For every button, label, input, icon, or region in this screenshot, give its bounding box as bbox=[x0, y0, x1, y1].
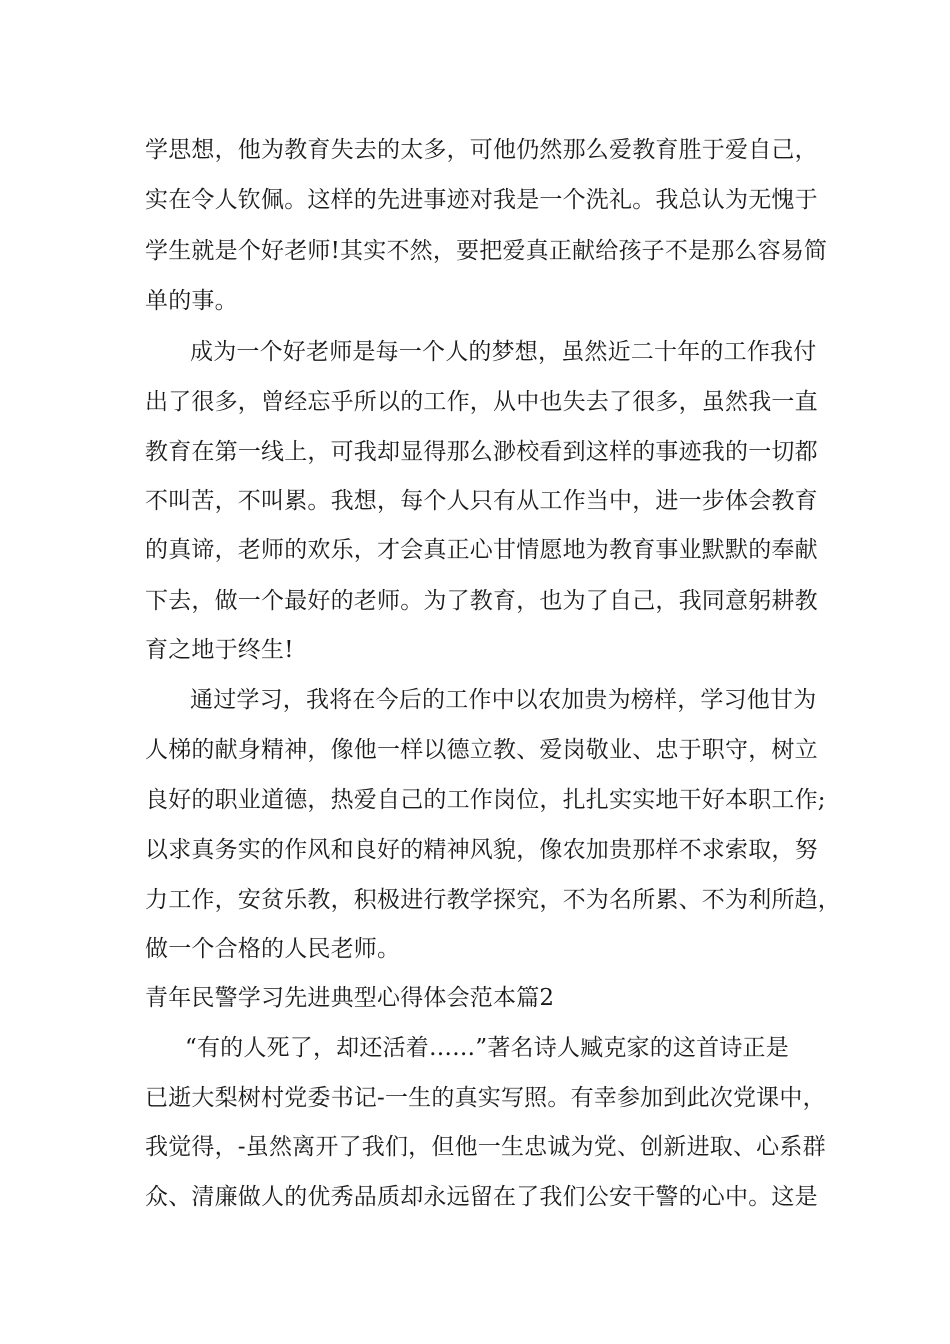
text-line: 育之地于终生! bbox=[145, 637, 294, 663]
text-line: 下去，做一个最好的老师。为了教育，也为了自己，我同意躬耕教 bbox=[145, 588, 818, 614]
section-heading: 青年民警学习先进典型心得体会范本篇2 bbox=[145, 985, 555, 1011]
paragraph-start-line: 成为一个好老师是每一个人的梦想，虽然近二十年的工作我付 bbox=[190, 339, 817, 365]
text-line: 的真谛，老师的欢乐，才会真正心甘情愿地为教育事业默默的奉献 bbox=[145, 537, 818, 563]
text-line: 以求真务实的作风和良好的精神风貌，像农加贵那样不求索取，努 bbox=[145, 837, 818, 863]
paragraph-start-line: “有的人死了，却还活着……”著名诗人臧克家的这首诗正是 bbox=[185, 1035, 789, 1061]
paragraph-start-line: 通过学习，我将在今后的工作中以农加贵为榜样，学习他甘为 bbox=[190, 687, 817, 713]
text-line: 力工作，安贫乐教，积极进行教学探究，不为名所累、不为利所趋， bbox=[145, 887, 841, 913]
text-line: 学生就是个好老师!其实不然，要把爱真正献给孩子不是那么容易简 bbox=[145, 238, 828, 264]
text-line: 做一个合格的人民老师。 bbox=[145, 936, 401, 962]
text-line: 出了很多，曾经忘乎所以的工作，从中也失去了很多，虽然我一直 bbox=[145, 389, 818, 415]
text-line: 良好的职业道德，热爱自己的工作岗位，扎扎实实地干好本职工作; bbox=[145, 787, 826, 813]
text-line: 不叫苦，不叫累。我想，每个人只有从工作当中，进一步体会教育 bbox=[145, 488, 818, 514]
text-line: 单的事。 bbox=[145, 288, 238, 314]
text-line: 我觉得，-虽然离开了我们，但他一生忠诚为党、创新进取、心系群 bbox=[145, 1134, 826, 1160]
text-line: 教育在第一线上，可我却显得那么渺校看到这样的事迹我的一切都 bbox=[145, 439, 818, 465]
text-line: 学思想，他为教育失去的太多，可他仍然那么爱教育胜于爱自己， bbox=[145, 137, 818, 163]
text-line: 众、清廉做人的优秀品质却永远留在了我们公安干警的心中。这是 bbox=[145, 1184, 818, 1210]
text-line: 实在令人钦佩。这样的先进事迹对我是一个洗礼。我总认为无愧于 bbox=[145, 187, 818, 213]
text-line: 人梯的献身精神，像他一样以德立教、爱岗敬业、忠于职守，树立 bbox=[145, 737, 818, 763]
text-line: 已逝大梨树村党委书记-一生的真实写照。有幸参加到此次党课中， bbox=[145, 1085, 826, 1111]
